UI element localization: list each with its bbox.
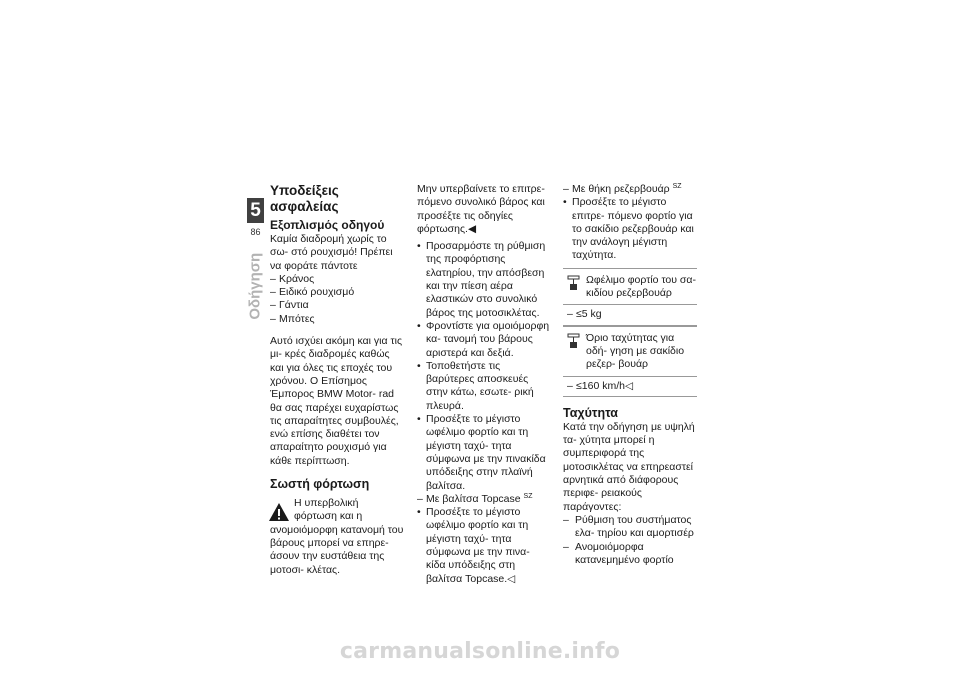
list-item: • Προσέξτε το μέγιστο ωφέλιμο φορτίο και τη μέγιστη ταχύ- τητα σύμφωνα με την πινακίδα υπόδειξης στην πλαϊνή βαλίτσα. (417, 413, 551, 493)
list-item: – Κράνος (270, 273, 404, 286)
speed-limit-icon (567, 333, 580, 349)
tank-bag-label: Με θήκη ρεζερβουάρ (572, 183, 670, 195)
payload-value-row (563, 305, 697, 325)
list-item: – Ρύθμιση του συστήματος ελα- τηρίου και αμορτισέρ (563, 514, 697, 541)
speed-limit-label: Όριο ταχύτητας για οδή- γηση με σακίδιο ρεζερ- βουάρ (586, 331, 685, 371)
speed-limit-value-row (563, 377, 697, 397)
chapter-side-label: Οδήγηση (246, 252, 264, 320)
list-item: – Ανομοιόμορφα κατανεμημένο φορτίο (563, 541, 697, 568)
list-item: • Προσέξτε το μέγιστο επιτρε- πόμενο φορτίο για το σακίδιο ρεζερβουάρ και την ανάλογη μέγιστη ταχύτητα. (563, 196, 697, 262)
warning-block (270, 497, 404, 577)
tank-bag-superscript: SZ (672, 183, 682, 190)
rider-equipment-intro: Καμία διαδρομή χωρίς το σω- στό ρουχισμό! Πρέπει να φοράτε πάντοτε (270, 233, 393, 272)
list-item: – Ειδικό ρουχισμό (270, 286, 404, 299)
section-title-rider-equipment: Εξοπλισμός οδηγού (270, 218, 385, 232)
topcase-label: Με βαλίτσα Topcase (426, 492, 521, 505)
speed-limit-row (563, 326, 697, 377)
loading-intro: Μην υπερβαίνετε το επιτρε- πόμενο συνολικό βάρος και προσέξτε τις οδηγίες φόρτωσης.◀ (417, 183, 545, 235)
list-item: • Προσέξτε το μέγιστο ωφέλιμο φορτίο και τη μέγιστη ταχύ- τητα σύμφωνα με την πινα- κίδα υπόδειξης στη βαλίτσα Topcase.◁ (417, 506, 551, 586)
page-number: 86 (250, 227, 261, 237)
list-item: • Προσαρμόστε τη ρύθμιση της προφόρτισης ελατηρίου, την απόσβεση και την πίεση αέρα ελαστικών στο συνολικό βάρος της μοτοσικλέτας. (417, 240, 551, 320)
rider-equipment-paragraph: Αυτό ισχύει ακόμη και για τις μι- κρές διαδρομές καθώς και για όλες τις εποχές του χρόνου. Ο Επίσημος Έμπορος BMW Motor- rad θα σας παρέχει ευχαρίστως τις απαραίτητες συμβουλές, ενώ επίσης διαθέτει τον απαραίτητο ρουχισμό για κάθε περίπτωση. (270, 335, 403, 467)
list-item: • Φροντίστε για ομοιόμορφη κα- τανομή του βάρους αριστερά και δεξιά. (417, 320, 551, 360)
page-title: Υποδείξεις ασφαλείας (270, 183, 339, 214)
list-item: – Μπότες (270, 313, 404, 326)
payload-row (563, 268, 697, 306)
topcase-condition (417, 493, 551, 506)
topcase-superscript: SZ (523, 492, 533, 500)
section-title-correct-loading: Σωστή φόρτωση (270, 477, 370, 492)
column-3 (563, 183, 697, 567)
column-1 (270, 183, 404, 577)
list-item: • Τοποθετήστε τις βαρύτερες αποσκευές στην κάτω, εσωτε- ρική πλευρά. (417, 360, 551, 413)
list-item: – Γάντια (270, 299, 404, 312)
chapter-number-tab: 5 (247, 198, 264, 223)
warning-text: Η υπερβολική φόρτωση και η ανομοιόμορφη κατανομή του βάρους μπορεί να επηρε- άσουν την ευστάθεια της μοτοσι- κλέτας. (270, 497, 404, 576)
speed-paragraph: Κατά την οδήγηση με υψηλή τα- χύτητα μπορεί η συμπεριφορά της μοτοσικλέτας να επηρεαστεί αρνητικά από διάφορους περιφε- ρειακούς παράγοντες: (563, 420, 695, 513)
watermark: carmanualsonline.info (339, 639, 621, 664)
column-2 (417, 183, 551, 586)
warning-triangle-icon (268, 502, 290, 522)
payload-label: Ωφέλιμο φορτίο του σα- κιδίου ρεζερβουάρ (586, 273, 696, 300)
payload-weight-icon (567, 275, 580, 291)
payload-value: – ≤5 kg (567, 308, 602, 320)
section-title-speed: Ταχύτητα (563, 405, 618, 420)
speed-limit-value: – ≤160 km/h◁ (567, 380, 633, 392)
tank-bag-condition (563, 183, 697, 196)
